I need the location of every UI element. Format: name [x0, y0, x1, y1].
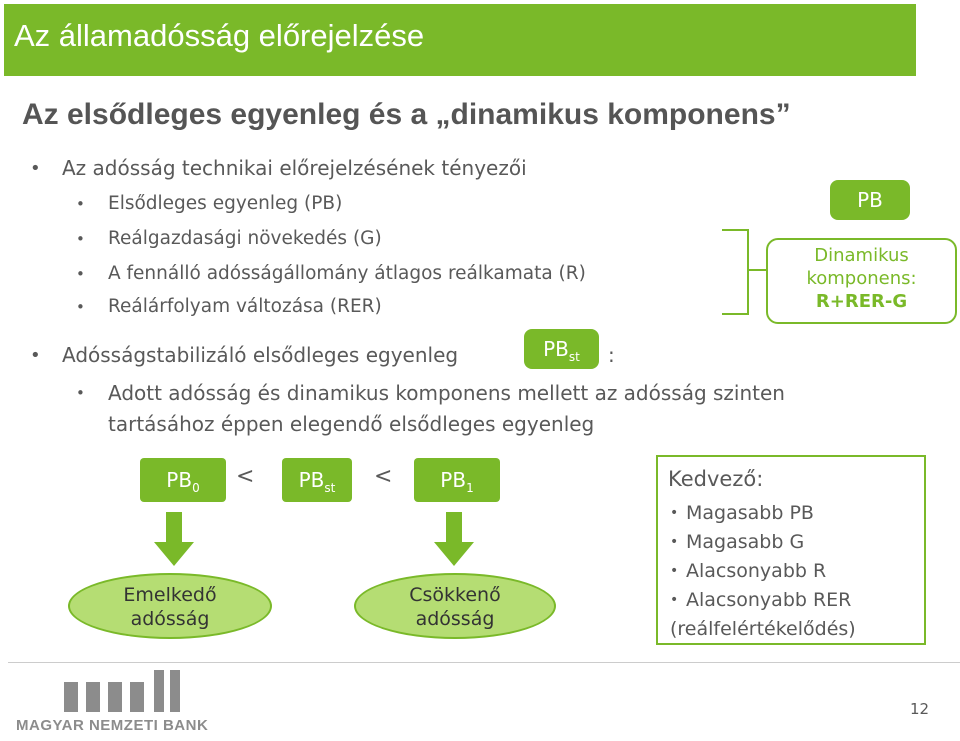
falling-line2: adósság — [415, 608, 495, 630]
favorable-item: Alacsonyabb RER — [686, 589, 852, 611]
less-than-1: < — [236, 464, 255, 489]
factors-title: Az adósság technikai előrejelzésének tényezői — [62, 156, 527, 180]
bullet-dot: • — [76, 298, 85, 316]
mnb-logo-icon — [64, 670, 184, 712]
favorable-note: (reálfelértékelődés) — [670, 618, 856, 640]
footer-divider — [8, 662, 960, 663]
bullet-dot: • — [76, 384, 85, 402]
bullet-dot: • — [30, 345, 41, 366]
slide-subtitle: Az elsődleges egyenleg és a „dinamikus komponens” — [22, 98, 791, 131]
pb0-sub: 0 — [192, 481, 200, 495]
favorable-box — [656, 455, 926, 645]
stab-colon: : — [608, 343, 615, 367]
bullet-dot: • — [30, 158, 41, 179]
pb-box-label: PB — [857, 188, 883, 212]
favorable-item: Magasabb G — [686, 531, 805, 553]
bullet-dot: • — [670, 592, 679, 608]
factor-g: Reálgazdasági növekedés (G) — [108, 228, 382, 249]
page-number: 12 — [910, 700, 930, 718]
falling-line1: Csökkenő — [409, 584, 501, 606]
factor-pb: Elsődleges egyenleg (PB) — [108, 193, 343, 214]
bracket-icon — [720, 228, 770, 318]
stab-title: Adósságstabilizáló elsődleges egyenleg — [62, 343, 459, 367]
pbst-main: PB — [298, 468, 325, 492]
arrow-down-icon — [152, 512, 196, 568]
dynamic-line1: Dinamikus — [814, 245, 909, 266]
pbst-box — [282, 458, 352, 502]
bullet-dot: • — [76, 230, 85, 248]
pbst-inline-main: PB — [543, 337, 569, 361]
page-title: Az államadósság előrejelzése — [14, 18, 425, 53]
stab-desc-line2: tartásához éppen elegendő elsődleges egyenleg — [108, 412, 595, 436]
favorable-item: Magasabb PB — [686, 502, 814, 524]
rising-line1: Emelkedő — [123, 584, 217, 606]
bullet-dot: • — [76, 195, 85, 213]
favorable-item: Alacsonyabb R — [686, 560, 827, 582]
pb0-box — [140, 458, 226, 502]
bullet-dot: • — [76, 265, 85, 283]
pbst-sub: st — [324, 481, 336, 495]
rising-debt-ellipse — [68, 573, 272, 639]
pb1-sub: 1 — [466, 481, 474, 495]
bullet-dot: • — [670, 563, 679, 579]
dynamic-component-box — [766, 238, 957, 324]
less-than-2: < — [374, 464, 393, 489]
rising-line2: adósság — [130, 608, 210, 630]
arrow-down-icon — [432, 512, 476, 568]
pb0-main: PB — [166, 468, 193, 492]
pb-box — [830, 180, 910, 220]
dynamic-line2: komponens: — [806, 268, 917, 289]
bullet-dot: • — [670, 534, 679, 550]
pb1-main: PB — [440, 468, 467, 492]
dynamic-formula: R+RER-G — [815, 291, 908, 312]
stab-desc-line1: Adott adósság és dinamikus komponens mellett az adósság szinten — [108, 381, 785, 405]
bullet-dot: • — [670, 505, 679, 521]
factor-r: A fennálló adósságállomány átlagos reálkamata (R) — [108, 263, 586, 284]
factor-rer: Reálárfolyam változása (RER) — [108, 296, 382, 317]
pb1-box — [414, 458, 500, 502]
bank-name: MAGYAR NEMZETI BANK — [16, 717, 209, 734]
pbst-inline-box — [524, 329, 599, 369]
favorable-title: Kedvező: — [668, 467, 764, 491]
falling-debt-ellipse — [354, 573, 556, 639]
pbst-inline-sub: st — [568, 350, 580, 364]
